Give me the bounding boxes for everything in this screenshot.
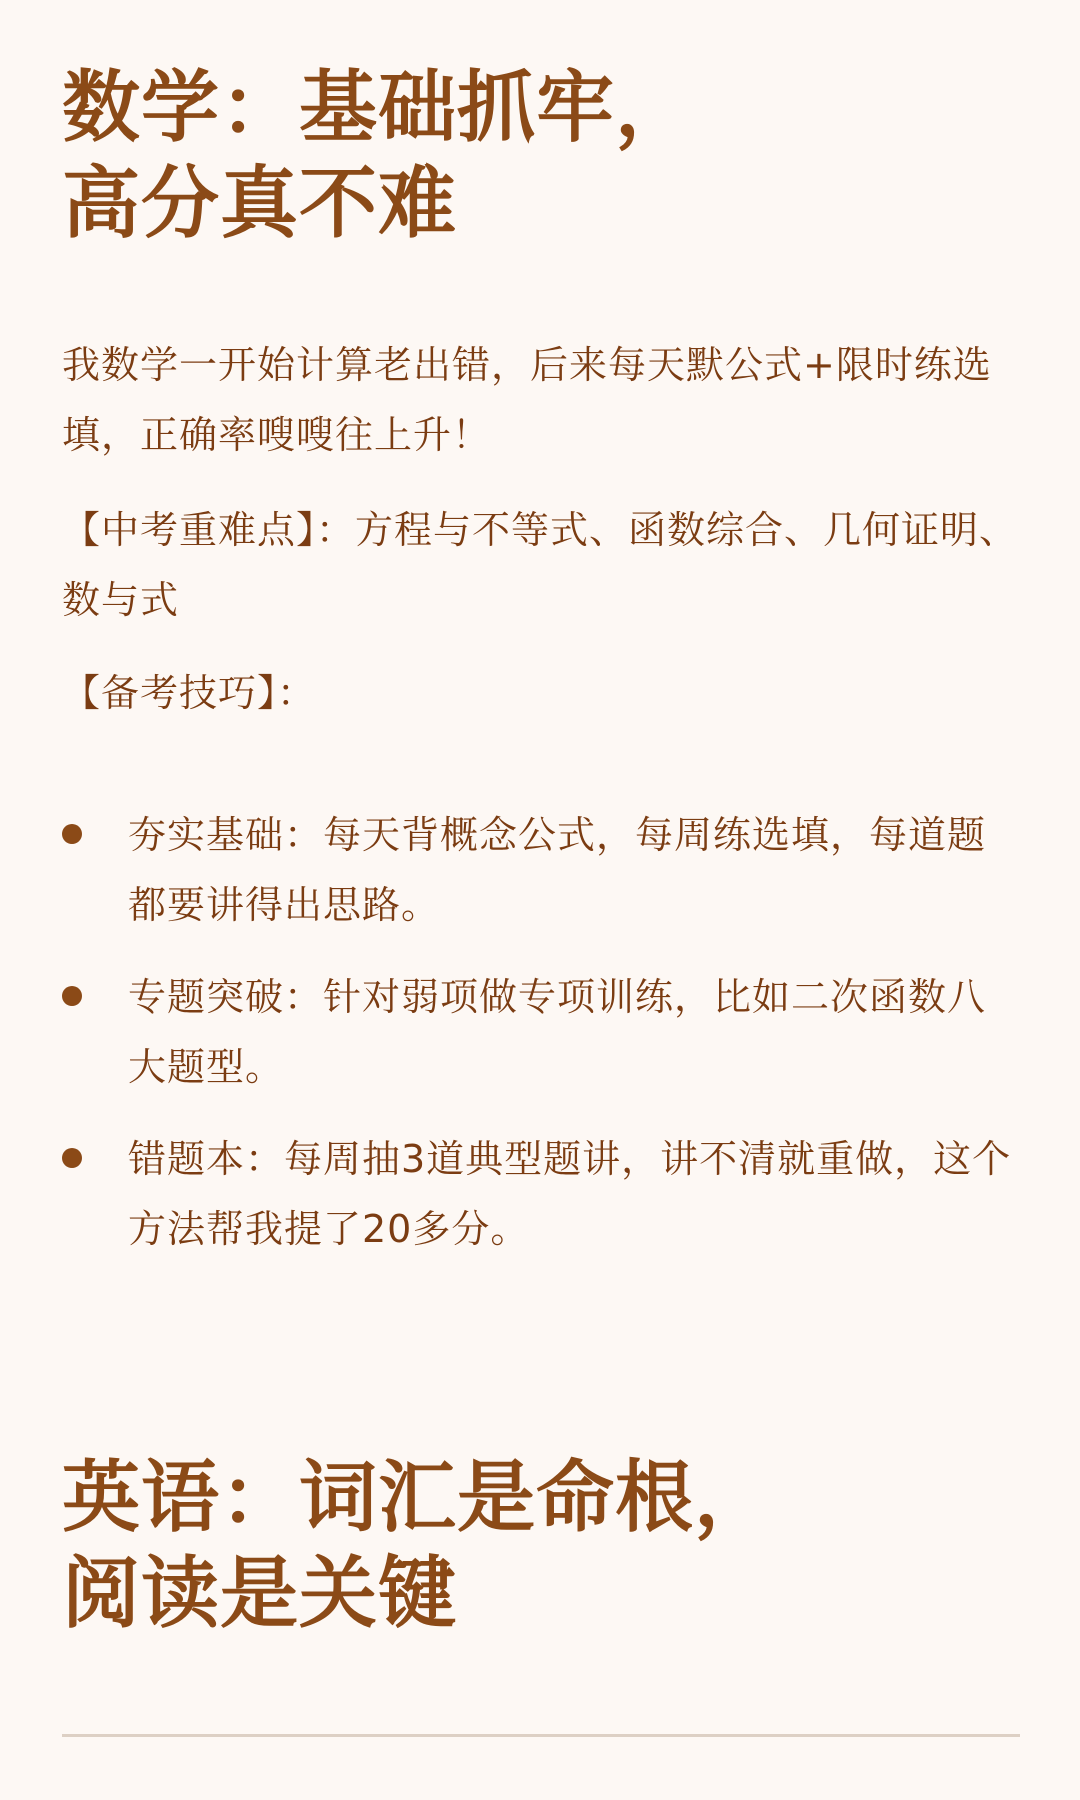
math-section-heading	[62, 60, 694, 252]
math-tips-label: 【备考技巧】：	[62, 671, 317, 715]
tip-text: 错题本：每周抽3道典型题讲，讲不清就重做，这个方法帮我提了20多分。	[128, 1137, 1012, 1251]
bullet-dot-icon	[62, 1148, 82, 1168]
math-intro-paragraph: 我数学一开始计算老出错，后来每天默公式+限时练选填，正确率嗖嗖往上升！	[62, 343, 992, 457]
bullet-dot-icon	[62, 824, 82, 844]
article-page	[62, 0, 1020, 1800]
english-heading-line-1: 英语：词汇是命根，	[62, 1453, 774, 1543]
english-section-heading	[62, 1450, 773, 1642]
math-heading-line-1: 数学：基础抓牢，	[62, 63, 695, 153]
bullet-dot-icon	[62, 986, 82, 1006]
math-tips-list	[62, 800, 1020, 1286]
tip-text: 夯实基础：每天背概念公式，每周练选填，每道题都要讲得出思路。	[128, 813, 987, 927]
section-divider	[62, 1734, 1020, 1737]
english-heading-line-2: 阅读是关键	[62, 1549, 458, 1639]
list-item	[62, 962, 1020, 1102]
math-key-points-paragraph: 【中考重难点】：方程与不等式、函数综合、几何证明、数与式	[62, 508, 1019, 622]
tip-text: 专题突破：针对弱项做专项训练，比如二次函数八大题型。	[128, 975, 987, 1089]
math-heading-line-2: 高分真不难	[62, 159, 458, 249]
list-item	[62, 1124, 1020, 1264]
list-item	[62, 800, 1020, 940]
